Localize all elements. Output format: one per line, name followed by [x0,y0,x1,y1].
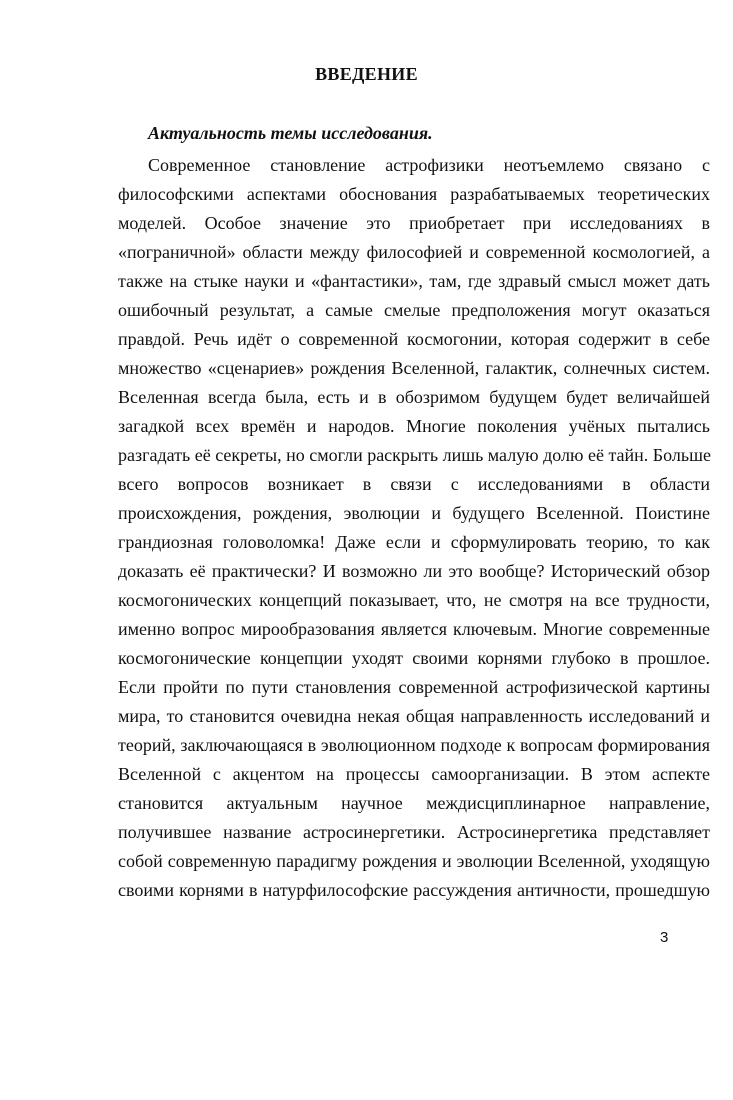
text-line: собой современную парадигму рождения и эволюции Вселенной, уходящую [118,851,710,871]
text-line: получившее название астросинергетики. Астросинергетика представляет [118,822,710,842]
text-line: космогонических концепций показывает, что, не смотря на все трудности, [118,590,710,610]
text-line: «пограничной» области между философией и современной космологией, а [118,242,710,262]
text-line: всего вопросов возникает в связи с исследованиями в области [118,474,710,494]
text-line: именно вопрос мирообразования является ключевым. Многие современные [118,619,710,639]
text-line: множество «сценариев» рождения Вселенной, галактик, солнечных систем. [118,358,710,378]
section-heading: Актуальность темы исследования. [148,123,433,143]
text-line: ошибочный результат, а самые смелые предположения могут оказаться [118,300,710,320]
text-line: происхождения, рождения, эволюции и будущего Вселенной. Поистине [118,503,710,523]
text-line: Вселенная всегда была, есть и в обозримом будущем будет величайшей [118,387,710,407]
text-line: становится актуальным научное междисциплинарное направление, [118,793,710,813]
text-line: Если пройти по пути становления современной астрофизической картины [118,677,710,697]
text-line: загадкой всех времён и народов. Многие поколения учёных пытались [118,416,710,436]
text-line: космогонические концепции уходят своими корнями глубоко в прошлое. [118,648,710,668]
text-line: доказать её практически? И возможно ли это вообще? Исторический обзор [118,561,710,581]
text-line: разгадать её секреты, но смогли раскрыть лишь малую долю её тайн. Больше [118,445,711,465]
text-line: философскими аспектами обоснования разрабатываемых теоретических [118,184,710,204]
text-line: Вселенной с акцентом на процессы самоорганизации. В этом аспекте [118,764,710,784]
page-title: ВВЕДЕНИЕ [315,64,418,84]
text-line: моделей. Особое значение это приобретает при исследованиях в [118,213,710,233]
text-line: правдой. Речь идёт о современной космогонии, которая содержит в себе [118,329,710,349]
text-line: Современное становление астрофизики неотъемлемо связано с [148,155,710,175]
text-line: грандиозная головоломка! Даже если и сформулировать теорию, то как [118,532,710,552]
page-number: 3 [660,929,669,946]
text-line: мира, то становится очевидна некая общая направленность исследований и [118,706,710,726]
text-line: своими корнями в натурфилософские рассуждения античности, прошедшую [118,880,710,900]
text-line: также на стыке науки и «фантастики», там, где здравый смысл может дать [118,271,710,291]
text-line: теорий, заключающаяся в эволюционном подходе к вопросам формирования [118,735,710,755]
